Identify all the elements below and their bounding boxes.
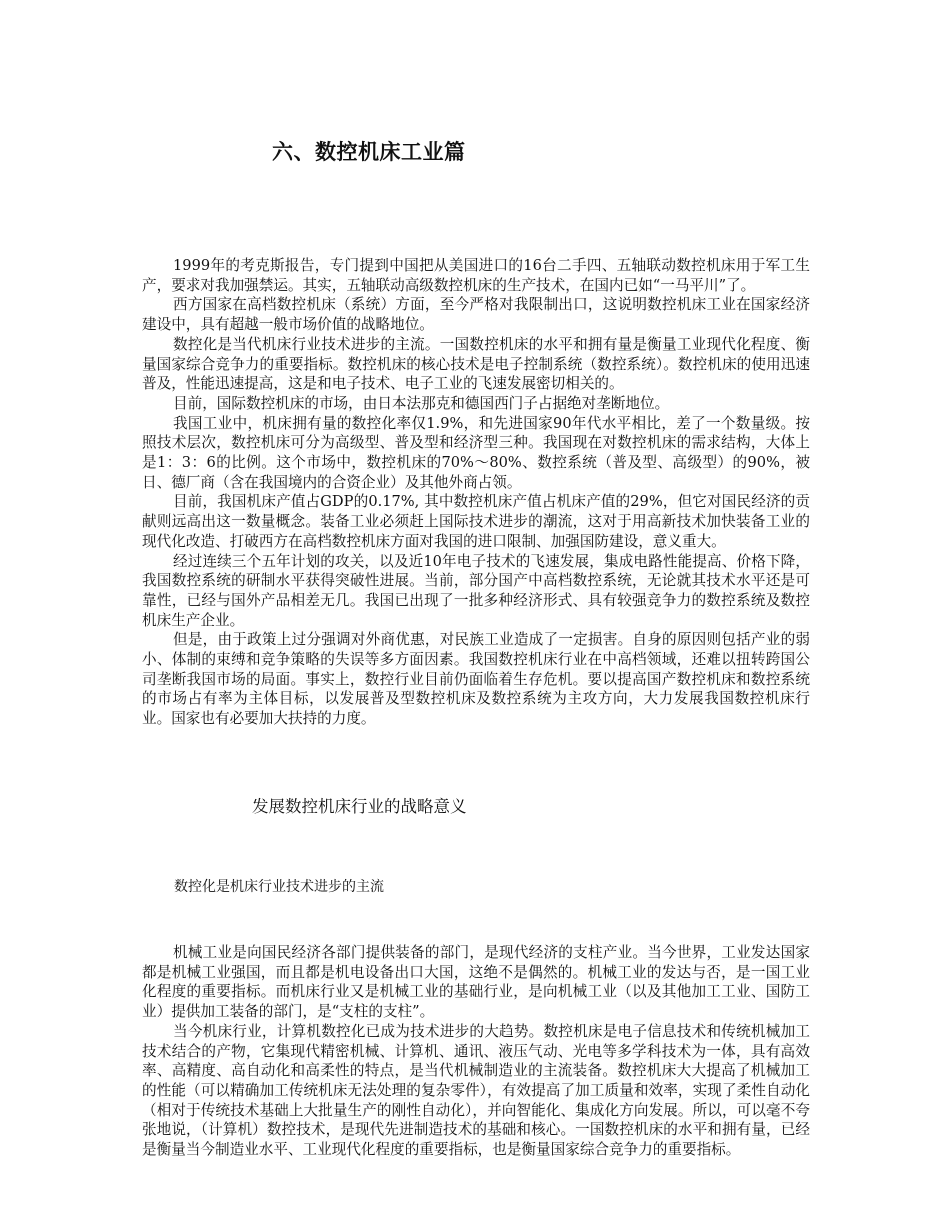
paragraph: 当今机床行业，计算机数控化已成为技术进步的大趋势。数控机床是电子信息技术和传统机械加工技术结合的产物，它集现代精密机械、计算机、通讯、液压气动、光电等多学科技术为一体，具有高效率、高精度、高自动化和高柔性的特点，是当代机械制造业的主流装备。数控机床大大提高了机械加工的性能（可以精确加工传统机床无法处理的复杂零件），有效提高了加工质量和效率，实现了柔性自动化（相对于传统技术基础上大批量生产的刚性自动化），并向智能化、集成化方向发展。所以，可以毫不夸张地说，（计算机）数控技术，是现代先进制造技术的基础和核心。一国数控机床的水平和拥有量，已经是衡量当今制造业水平、工业现代化程度的重要指标，也是衡量国家综合竞争力的重要指标。 [142,1022,810,1159]
paragraph: 1999年的考克斯报告，专门提到中国把从美国进口的16台二手四、五轴联动数控机床用于军工生产，要求对我加强禁运。其实，五轴联动高级数控机床的生产技术，在国内已如“一马平川”了。 [142,257,810,294]
intro-section [142,256,810,729]
paragraph: 但是，由于政策上过分强调对外商优惠，对民族工业造成了一定损害。自身的原因则包括产业的弱小、体制的束缚和竞争策略的失误等多方面因素。我国数控机床行业在中高档领域，还难以扭转跨国公司垄断我国市场的局面。事实上，数控行业目前仍面临着生存危机。要以提高国产数控机床和数控系统的市场占有率为主体目标，以发展普及型数控机床及数控系统为主攻方向，大力发展我国数控机床行业。国家也有必要加大扶持的力度。 [142,631,810,728]
paragraph: 西方国家在高档数控机床（系统）方面，至今严格对我限制出口，这说明数控机床工业在国家经济建设中，具有超越一般市场价值的战略地位。 [142,296,810,334]
subsection-heading: 数控化是机床行业技术进步的主流 [174,879,384,895]
subsection-body [142,943,810,1160]
paragraph: 目前，国际数控机床的市场，由日本法那克和德国西门子占据绝对垄断地位。 [173,394,670,412]
section-heading: 发展数控机床行业的战略意义 [252,797,467,816]
paragraph: 经过连续三个五年计划的攻关，以及近10年电子技术的飞速发展，集成电路性能提高、价格下降，我国数控系统的研制水平获得突破性进展。当前，部分国产中高档数控系统，无论就其技术水平还是可靠性，已经与国外产品相差无几。我国已出现了一批多种经济形式、具有较强竞争力的数控系统及数控机床生产企业。 [142,552,810,629]
page-title: 六、数控机床工业篇 [272,140,466,164]
paragraph: 数控化是当代机床行业技术进步的主流。一国数控机床的水平和拥有量是衡量工业现代化程度、衡量国家综合竞争力的重要指标。数控机床的核心技术是电子控制系统（数控系统）。数控机床的使用迅速普及，性能迅速提高，这是和电子技术、电子工业的飞速发展密切相关的。 [142,335,810,393]
paragraph: 我国工业中，机床拥有量的数控化率仅1.9%，和先进国家90年代水平相比，差了一个数量级。按照技术层次，数控机床可分为高级型、普及型和经济型三种。我国现在对数控机床的需求结构，大体上是1：3：6的比例。这个市场中，数控机床的70%～80%、数控系统（普及型、高级型）的90%，被日、德厂商（含在我国境内的合资企业）及其他外商占领。 [142,414,810,491]
paragraph: 目前，我国机床产值占GDP的0.17%, 其中数控机床产值占机床产值的29%，但它对国民经济的贡献则远高出这一数量概念。装备工业必须赶上国际技术进步的潮流，这对于用高新技术加快装备工业的现代化改造、打破西方在高档数控机床方面对我国的进口限制、加强国防建设，意义重大。 [142,493,810,550]
paragraph: 机械工业是向国民经济各部门提供装备的部门，是现代经济的支柱产业。当今世界，工业发达国家都是机械工业强国，而且都是机电设备出口大国，这绝不是偶然的。机械工业的发达与否，是一国工业化程度的重要指标。而机床行业又是机械工业的基础行业，是向机械工业（以及其他加工工业、国防工业）提供加工装备的部门，是“支柱的支柱”。 [142,944,810,1021]
